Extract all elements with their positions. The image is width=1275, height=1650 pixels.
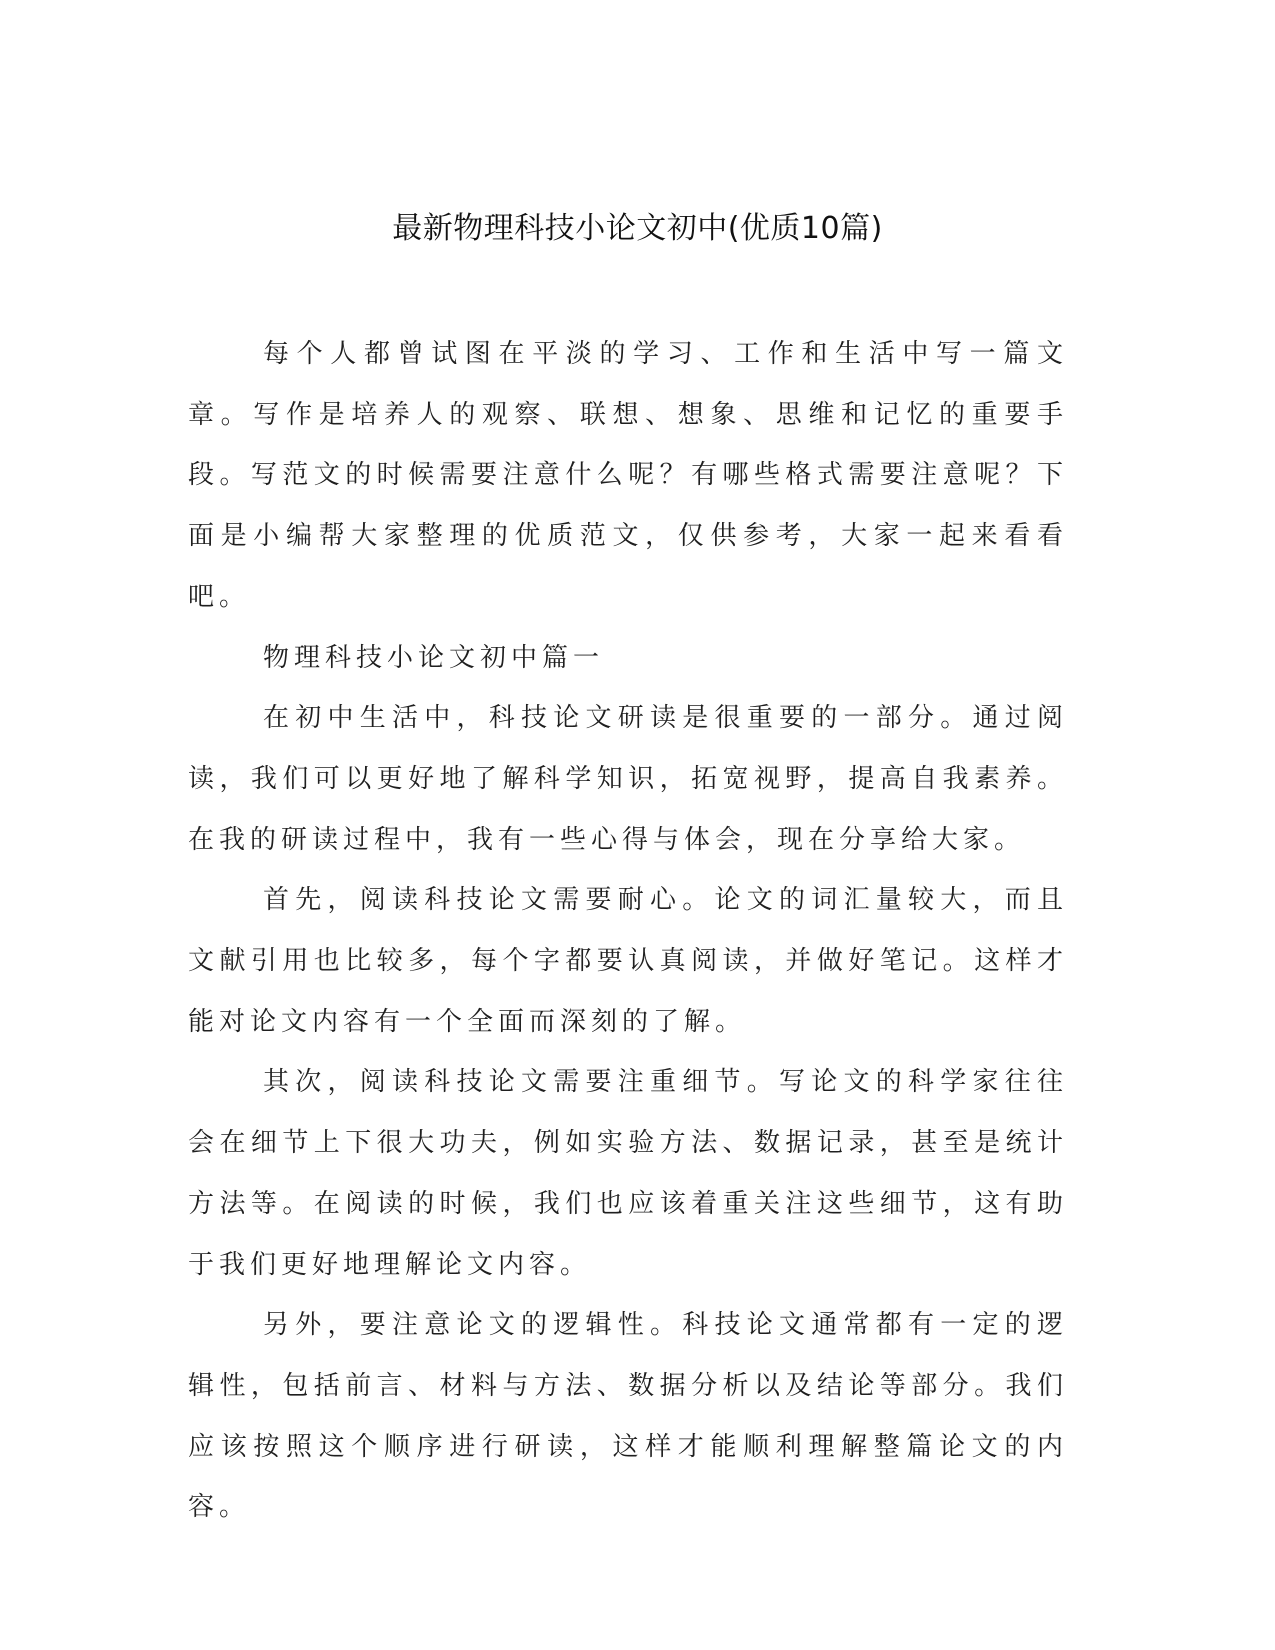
section-heading: 物理科技小论文初中篇一: [263, 642, 605, 673]
document-body: [188, 324, 1068, 1538]
intro-paragraph: 每个人都曾试图在平淡的学习、工作和生活中写一篇文章。写作是培养人的观察、联想、想象、思维和记忆的重要手段。写范文的时候需要注意什么呢？有哪些格式需要注意呢？下面是小编帮大家整理的优质范文，仅供参考，大家一起来看看吧。: [188, 339, 1068, 612]
body-paragraph: 另外，要注意论文的逻辑性。科技论文通常都有一定的逻辑性，包括前言、材料与方法、数据分析以及结论等部分。我们应该按照这个顺序进行研读，这样才能顺利理解整篇论文的内容。: [188, 1310, 1068, 1523]
body-paragraph: 其次，阅读科技论文需要注重细节。写论文的科学家往往会在细节上下很大功夫，例如实验方法、数据记录，甚至是统计方法等。在阅读的时候，我们也应该着重关注这些细节，这有助于我们更好地理解论文内容。: [188, 1067, 1068, 1280]
document-title: 最新物理科技小论文初中(优质10篇): [392, 211, 883, 246]
body-paragraph: 首先，阅读科技论文需要耐心。论文的词汇量较大，而且文献引用也比较多，每个字都要认真阅读，并做好笔记。这样才能对论文内容有一个全面而深刻的了解。: [188, 885, 1068, 1037]
body-paragraph: 在初中生活中，科技论文研读是很重要的一部分。通过阅读，我们可以更好地了解科学知识，拓宽视野，提高自我素养。在我的研读过程中，我有一些心得与体会，现在分享给大家。: [188, 703, 1068, 855]
